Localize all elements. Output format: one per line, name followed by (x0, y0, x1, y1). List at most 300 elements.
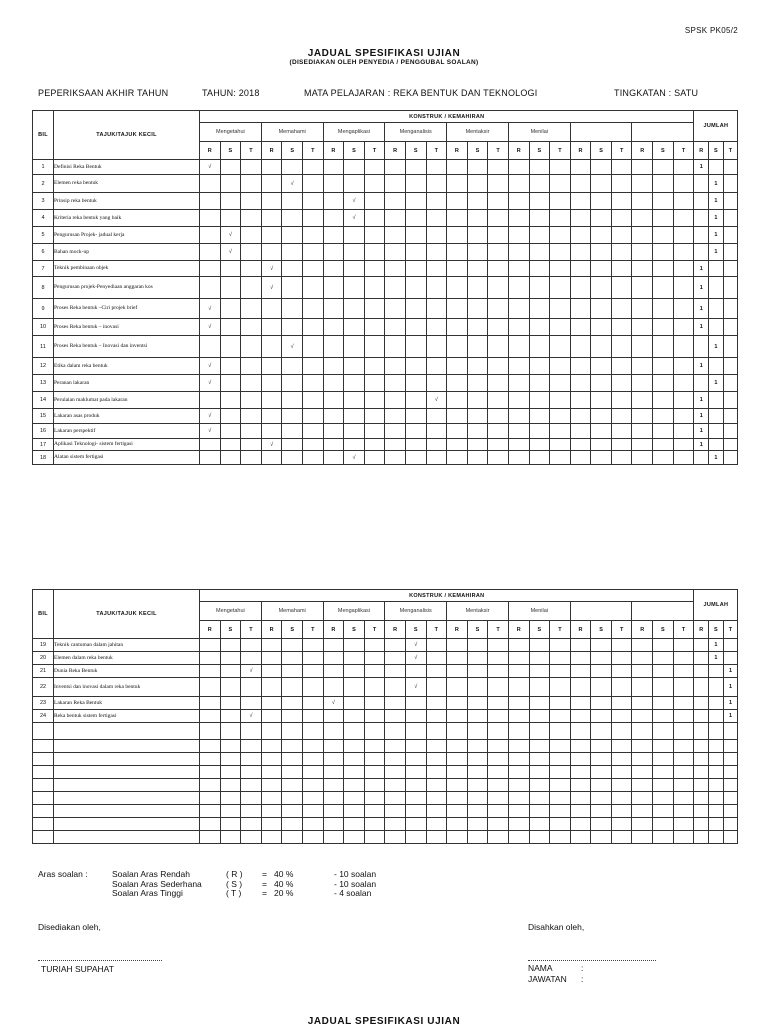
empty-cell (426, 697, 447, 710)
row-topic: Teknik cantuman dalam jahitan (54, 639, 200, 652)
empty-cell (54, 779, 200, 792)
empty-cell (653, 792, 674, 805)
empty-cell (33, 831, 54, 844)
rst-header: R (261, 621, 282, 639)
empty-cell (467, 451, 488, 465)
empty-cell (550, 766, 571, 779)
empty-cell (508, 451, 529, 465)
empty-cell (54, 766, 200, 779)
empty-cell (591, 665, 612, 678)
empty-cell (723, 639, 738, 652)
empty-cell (467, 710, 488, 723)
empty-cell (220, 831, 241, 844)
empty-cell (570, 175, 591, 193)
empty-cell (200, 193, 221, 210)
empty-cell (302, 818, 323, 831)
empty-cell (261, 160, 282, 175)
empty-cell (426, 766, 447, 779)
empty-row (33, 779, 738, 792)
empty-cell (364, 652, 385, 665)
empty-cell (302, 710, 323, 723)
tick-mark: √ (241, 665, 262, 678)
rst-header: T (488, 621, 509, 639)
empty-cell (200, 244, 221, 261)
empty-cell (323, 277, 344, 299)
tick-mark: √ (200, 424, 221, 439)
aras-eq: = (262, 869, 267, 879)
empty-cell (282, 392, 303, 409)
empty-cell (241, 792, 262, 805)
empty-cell (488, 336, 509, 358)
empty-cell (653, 227, 674, 244)
empty-cell (570, 652, 591, 665)
empty-cell (241, 753, 262, 766)
approved-signature-line (528, 960, 656, 961)
empty-cell (33, 792, 54, 805)
empty-cell (344, 409, 365, 424)
empty-cell (723, 210, 738, 227)
empty-cell (447, 424, 468, 439)
total-rst-header: S (709, 621, 724, 639)
empty-cell (632, 424, 653, 439)
empty-cell (488, 244, 509, 261)
empty-cell (488, 375, 509, 392)
empty-cell (364, 319, 385, 336)
empty-cell (33, 723, 54, 740)
tick-mark: √ (323, 697, 344, 710)
empty-cell (220, 723, 241, 740)
empty-cell (385, 740, 406, 753)
empty-cell (508, 779, 529, 792)
empty-cell (447, 665, 468, 678)
empty-cell (385, 210, 406, 227)
empty-cell (302, 451, 323, 465)
rst-header: S (653, 621, 674, 639)
empty-cell (488, 227, 509, 244)
empty-cell (261, 227, 282, 244)
empty-cell (570, 358, 591, 375)
empty-cell (426, 805, 447, 818)
level-header (632, 123, 694, 142)
empty-cell (591, 439, 612, 451)
aras-eq: = (262, 888, 267, 899)
empty-cell (200, 792, 221, 805)
empty-cell (591, 319, 612, 336)
empty-cell (220, 818, 241, 831)
empty-cell (261, 652, 282, 665)
empty-cell (364, 409, 385, 424)
empty-cell (694, 175, 709, 193)
row-number: 8 (33, 277, 54, 299)
empty-cell (673, 665, 694, 678)
empty-cell (323, 319, 344, 336)
empty-cell (550, 665, 571, 678)
empty-cell (570, 753, 591, 766)
empty-cell (302, 299, 323, 319)
empty-cell (467, 439, 488, 451)
empty-cell (653, 244, 674, 261)
total-value: 1 (694, 392, 709, 409)
empty-cell (529, 818, 550, 831)
empty-cell (673, 210, 694, 227)
empty-cell (591, 193, 612, 210)
empty-cell (653, 697, 674, 710)
tick-mark: √ (405, 652, 426, 665)
empty-cell (611, 210, 632, 227)
empty-cell (364, 244, 385, 261)
empty-cell (529, 175, 550, 193)
empty-cell (426, 336, 447, 358)
empty-cell (709, 392, 724, 409)
tick-mark: √ (282, 175, 303, 193)
empty-cell (405, 753, 426, 766)
empty-cell (385, 639, 406, 652)
empty-cell (467, 392, 488, 409)
empty-cell (529, 277, 550, 299)
empty-cell (282, 299, 303, 319)
empty-cell (33, 753, 54, 766)
empty-cell (673, 805, 694, 818)
empty-cell (611, 639, 632, 652)
empty-cell (282, 792, 303, 805)
table-row (33, 193, 738, 210)
empty-cell (723, 818, 738, 831)
empty-cell (200, 210, 221, 227)
empty-cell (488, 639, 509, 652)
empty-cell (200, 697, 221, 710)
empty-row (33, 740, 738, 753)
empty-cell (709, 424, 724, 439)
prepared-by-name: TURIAH SUPAHAT (41, 964, 114, 974)
empty-cell (591, 424, 612, 439)
empty-cell (220, 210, 241, 227)
total-header: JUMLAH (694, 590, 738, 621)
empty-cell (611, 277, 632, 299)
empty-cell (323, 779, 344, 792)
empty-cell (385, 392, 406, 409)
empty-cell (241, 175, 262, 193)
empty-cell (447, 678, 468, 697)
specification-table-1 (32, 110, 738, 465)
empty-cell (653, 210, 674, 227)
empty-cell (570, 392, 591, 409)
empty-cell (323, 451, 344, 465)
empty-cell (282, 319, 303, 336)
empty-cell (241, 766, 262, 779)
empty-cell (344, 392, 365, 409)
empty-cell (591, 261, 612, 277)
empty-cell (529, 831, 550, 844)
rst-header: T (302, 621, 323, 639)
empty-cell (405, 392, 426, 409)
empty-cell (302, 723, 323, 740)
empty-cell (261, 193, 282, 210)
empty-cell (723, 792, 738, 805)
empty-cell (261, 753, 282, 766)
empty-cell (632, 392, 653, 409)
empty-cell (529, 740, 550, 753)
empty-cell (344, 792, 365, 805)
empty-cell (508, 261, 529, 277)
empty-cell (405, 831, 426, 844)
empty-cell (261, 639, 282, 652)
empty-cell (632, 375, 653, 392)
rst-header: R (261, 142, 282, 160)
empty-cell (241, 160, 262, 175)
empty-cell (673, 424, 694, 439)
empty-cell (282, 779, 303, 792)
empty-cell (611, 193, 632, 210)
empty-cell (550, 710, 571, 723)
empty-cell (632, 451, 653, 465)
table-row (33, 439, 738, 451)
empty-cell (694, 336, 709, 358)
empty-cell (261, 424, 282, 439)
empty-cell (508, 753, 529, 766)
empty-cell (467, 831, 488, 844)
empty-cell (653, 753, 674, 766)
empty-cell (282, 665, 303, 678)
row-topic: Aplikasi Teknologi- sistem fertigasi (54, 439, 200, 451)
empty-cell (282, 805, 303, 818)
construct-header: KONSTRUK / KEMAHIRAN (200, 590, 694, 602)
empty-cell (550, 697, 571, 710)
empty-cell (529, 678, 550, 697)
empty-cell (632, 160, 653, 175)
empty-cell (508, 740, 529, 753)
rst-header: R (570, 621, 591, 639)
empty-cell (241, 697, 262, 710)
empty-cell (632, 299, 653, 319)
empty-cell (200, 392, 221, 409)
empty-cell (529, 710, 550, 723)
rst-header: R (632, 621, 653, 639)
empty-cell (323, 299, 344, 319)
empty-cell (447, 227, 468, 244)
empty-cell (447, 358, 468, 375)
empty-cell (488, 652, 509, 665)
empty-cell (220, 424, 241, 439)
empty-cell (302, 779, 323, 792)
row-topic: Elemen reka bentuk (54, 175, 200, 193)
empty-cell (488, 451, 509, 465)
empty-cell (241, 392, 262, 409)
empty-cell (220, 805, 241, 818)
row-number: 17 (33, 439, 54, 451)
row-topic: Reka bentuk sistem fertigasi (54, 710, 200, 723)
construct-header: KONSTRUK / KEMAHIRAN (200, 111, 694, 123)
row-topic: Kriteria reka bentuk yang baik (54, 210, 200, 227)
empty-cell (723, 277, 738, 299)
row-number: 1 (33, 160, 54, 175)
empty-cell (426, 439, 447, 451)
rst-header: R (323, 621, 344, 639)
empty-cell (632, 753, 653, 766)
empty-cell (344, 766, 365, 779)
total-value: 1 (694, 261, 709, 277)
rst-header: T (488, 142, 509, 160)
empty-cell (405, 244, 426, 261)
empty-cell (344, 375, 365, 392)
empty-cell (323, 210, 344, 227)
empty-cell (323, 710, 344, 723)
empty-cell (673, 451, 694, 465)
empty-cell (673, 299, 694, 319)
empty-cell (488, 740, 509, 753)
empty-cell (54, 805, 200, 818)
empty-cell (220, 299, 241, 319)
empty-cell (447, 697, 468, 710)
row-topic: Peranan lakaran (54, 375, 200, 392)
empty-cell (673, 652, 694, 665)
empty-cell (632, 409, 653, 424)
empty-cell (282, 753, 303, 766)
empty-cell (426, 818, 447, 831)
empty-cell (550, 424, 571, 439)
empty-cell (302, 766, 323, 779)
specification-table-2 (32, 589, 738, 844)
empty-cell (550, 299, 571, 319)
empty-cell (467, 244, 488, 261)
row-topic: Lakaran Reka Bentuk (54, 697, 200, 710)
empty-cell (241, 779, 262, 792)
empty-cell (709, 792, 724, 805)
empty-cell (709, 358, 724, 375)
empty-cell (323, 227, 344, 244)
empty-cell (488, 439, 509, 451)
empty-cell (364, 261, 385, 277)
rst-header: S (220, 621, 241, 639)
empty-cell (723, 160, 738, 175)
row-topic: Bahan mock-up (54, 244, 200, 261)
empty-cell (282, 193, 303, 210)
empty-cell (344, 831, 365, 844)
empty-cell (508, 319, 529, 336)
empty-cell (723, 766, 738, 779)
empty-cell (508, 665, 529, 678)
empty-cell (653, 805, 674, 818)
empty-cell (282, 818, 303, 831)
empty-cell (723, 740, 738, 753)
table-row (33, 261, 738, 277)
table-row (33, 244, 738, 261)
empty-cell (282, 639, 303, 652)
empty-cell (550, 392, 571, 409)
level-header: Mengetahui (200, 602, 262, 621)
empty-cell (323, 740, 344, 753)
empty-cell (282, 710, 303, 723)
empty-cell (426, 319, 447, 336)
empty-cell (220, 409, 241, 424)
empty-cell (33, 818, 54, 831)
document-title: JADUAL SPESIFIKASI UJIAN (307, 48, 461, 59)
empty-cell (550, 193, 571, 210)
empty-cell (426, 193, 447, 210)
empty-cell (467, 805, 488, 818)
empty-cell (302, 261, 323, 277)
empty-cell (529, 766, 550, 779)
empty-cell (344, 160, 365, 175)
rst-header: R (385, 621, 406, 639)
empty-cell (302, 160, 323, 175)
empty-cell (508, 392, 529, 409)
empty-cell (241, 277, 262, 299)
empty-cell (200, 805, 221, 818)
empty-cell (591, 227, 612, 244)
empty-cell (344, 227, 365, 244)
empty-cell (653, 723, 674, 740)
empty-cell (632, 244, 653, 261)
tick-mark: √ (261, 439, 282, 451)
empty-cell (385, 753, 406, 766)
empty-cell (302, 424, 323, 439)
empty-cell (591, 299, 612, 319)
exam-name: PEPERIKSAAN AKHIR TAHUN (38, 88, 169, 98)
empty-cell (709, 805, 724, 818)
empty-cell (344, 244, 365, 261)
empty-cell (467, 336, 488, 358)
empty-cell (611, 358, 632, 375)
empty-cell (570, 792, 591, 805)
empty-cell (344, 805, 365, 818)
empty-cell (632, 439, 653, 451)
empty-cell (302, 392, 323, 409)
empty-cell (261, 792, 282, 805)
empty-cell (529, 805, 550, 818)
table-row (33, 358, 738, 375)
empty-cell (632, 831, 653, 844)
rst-header: T (611, 621, 632, 639)
empty-cell (591, 160, 612, 175)
empty-cell (467, 792, 488, 805)
empty-cell (467, 409, 488, 424)
empty-cell (385, 697, 406, 710)
empty-cell (261, 779, 282, 792)
empty-cell (200, 261, 221, 277)
empty-cell (653, 766, 674, 779)
empty-cell (529, 160, 550, 175)
row-topic: Proses Reka bentuk –Ciri projek brief (54, 299, 200, 319)
total-value: 1 (723, 678, 738, 697)
empty-cell (364, 210, 385, 227)
empty-cell (591, 451, 612, 465)
empty-cell (220, 319, 241, 336)
empty-cell (709, 160, 724, 175)
empty-cell (385, 277, 406, 299)
total-value: 1 (709, 639, 724, 652)
empty-cell (550, 358, 571, 375)
topic-header: TAJUK/TAJUK KECIL (54, 111, 200, 160)
empty-cell (282, 697, 303, 710)
empty-cell (323, 193, 344, 210)
empty-cell (426, 831, 447, 844)
empty-cell (405, 319, 426, 336)
empty-cell (426, 261, 447, 277)
empty-cell (344, 439, 365, 451)
empty-cell (385, 409, 406, 424)
empty-cell (447, 409, 468, 424)
empty-cell (344, 710, 365, 723)
empty-cell (447, 175, 468, 193)
empty-cell (591, 710, 612, 723)
empty-cell (405, 451, 426, 465)
empty-cell (261, 175, 282, 193)
empty-cell (709, 818, 724, 831)
empty-cell (447, 375, 468, 392)
empty-cell (570, 277, 591, 299)
tick-mark: √ (282, 336, 303, 358)
empty-cell (591, 392, 612, 409)
